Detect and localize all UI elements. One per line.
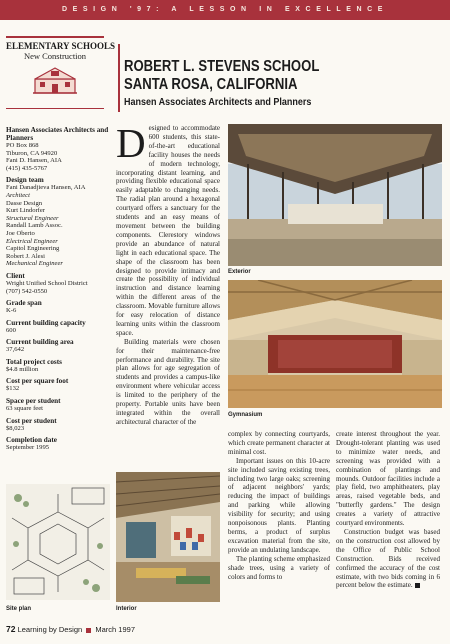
section-subtitle: New Construction bbox=[23, 51, 87, 61]
credit-group bbox=[6, 299, 112, 315]
title-line-1: ROBERT L. STEVENS SCHOOL bbox=[124, 58, 320, 75]
credit-line: Tiburon, CA 94920 bbox=[6, 149, 58, 157]
credit-line: Kurt Lindorfer bbox=[6, 207, 45, 215]
credit-line: Randall Lamb Assoc. bbox=[6, 222, 63, 230]
credit-group bbox=[6, 272, 112, 295]
credit-line: $8,023 bbox=[6, 424, 25, 432]
credit-line: September 1995 bbox=[6, 444, 50, 452]
credit-role: Mechanical Engineer bbox=[6, 260, 63, 268]
credit-line: (415) 435-5767 bbox=[6, 164, 48, 172]
credit-heading: Space per student bbox=[6, 397, 61, 406]
section-title: ELEMENTARY SCHOOLS bbox=[6, 41, 115, 51]
credit-group bbox=[6, 436, 112, 452]
credit-heading: Client bbox=[6, 271, 25, 280]
credit-line: $132 bbox=[6, 385, 20, 393]
credit-heading: Design team bbox=[6, 176, 44, 185]
credit-line: PO Box 868 bbox=[6, 142, 39, 149]
credit-role: Electrical Engineer bbox=[6, 237, 58, 245]
paragraph: Building materials were chosen for their maintenance-free performance and durability. The site plan allows for age segregation of students and provides a campus-like environment where vehicular access is limited to the periphery of the property. Portable units have been integrated within the overall architectural character of the bbox=[116, 337, 220, 426]
paragraph: Important issues on this 10-acre site included saving existing trees, including two large oaks; screening of adjacent neighbors' yards; reducing the impact of buildings and parking while allowing visibility for security; and using nonpoisonous plants. Planting berms, a product of surplus excavation material from the site, provide an undulating landscape. bbox=[228, 456, 330, 554]
credit-heading: Total project costs bbox=[6, 357, 62, 366]
credit-line: Robert J. Alesi bbox=[6, 252, 46, 260]
school-building-icon bbox=[31, 65, 79, 95]
credit-heading: Current building capacity bbox=[6, 318, 86, 327]
credit-line: (707) 542-0550 bbox=[6, 287, 48, 295]
gymnasium-photo bbox=[228, 280, 442, 408]
credit-role: Architect bbox=[6, 191, 30, 199]
section-label bbox=[6, 36, 115, 109]
credit-group bbox=[6, 417, 112, 433]
credit-line: Joe Oberto bbox=[6, 229, 35, 237]
page-number: 72 bbox=[6, 624, 16, 634]
credit-group bbox=[6, 338, 112, 354]
article-column-3 bbox=[336, 430, 440, 590]
credit-line: 37,642 bbox=[6, 346, 25, 354]
issue-date: March 1997 bbox=[95, 625, 135, 634]
credit-line: 63 square feet bbox=[6, 405, 43, 413]
credit-line: K-6 bbox=[6, 307, 17, 315]
credit-group bbox=[6, 397, 112, 413]
credit-line: 600 bbox=[6, 326, 16, 334]
credit-group bbox=[6, 126, 112, 172]
credit-heading: Grade span bbox=[6, 299, 42, 308]
credit-line: $4.8 million bbox=[6, 365, 39, 373]
credit-heading: Cost per square foot bbox=[6, 377, 69, 386]
title-line-2: SANTA ROSA, CALIFORNIA bbox=[124, 76, 298, 93]
architect-firm: Hansen Associates Architects and Planners bbox=[124, 97, 312, 108]
article-column-2 bbox=[228, 430, 330, 581]
caption-site-plan: Site plan bbox=[6, 606, 32, 612]
caption-gymnasium: Gymnasium bbox=[228, 412, 263, 418]
credit-line: Dasse Design bbox=[6, 199, 43, 207]
credit-line: Fani D. Hansen, AIA bbox=[6, 157, 62, 165]
credit-heading: Cost per student bbox=[6, 416, 57, 425]
bullet-icon bbox=[86, 628, 91, 633]
credit-group bbox=[6, 358, 112, 374]
credit-group bbox=[6, 176, 112, 268]
credit-line: Wright Unified School District bbox=[6, 279, 88, 287]
publication-name: Learning by Design bbox=[17, 625, 83, 634]
caption-interior: Interior bbox=[116, 606, 137, 612]
site-plan-image bbox=[6, 484, 110, 600]
credit-heading: Current building area bbox=[6, 338, 74, 347]
end-mark-icon bbox=[415, 583, 420, 588]
credit-line: Fani Danadjieva Hansen, AIA bbox=[6, 184, 86, 192]
project-credits bbox=[6, 126, 112, 456]
article-column-1 bbox=[116, 120, 220, 427]
article-title bbox=[124, 58, 444, 110]
credit-line: Capitol Engineering bbox=[6, 245, 60, 253]
interior-photo bbox=[116, 472, 220, 602]
credit-role: Structural Engineer bbox=[6, 214, 59, 222]
exterior-photo bbox=[228, 124, 442, 266]
caption-exterior: Exterior bbox=[228, 269, 251, 275]
paragraph: Construction budget was based on the construction cost allowed by the Office of Public School Construction. Bids received confirmed the accuracy of the cost estimate, with two bids coming in 6 percent below the estimate. bbox=[336, 527, 440, 590]
credit-heading: Hansen Associates Architects and Planners bbox=[6, 126, 109, 142]
drop-cap: D bbox=[116, 120, 146, 166]
title-rule bbox=[118, 44, 120, 112]
page-footer bbox=[6, 624, 135, 634]
credit-heading: Completion date bbox=[6, 436, 57, 445]
paragraph: The planting scheme emphasized shade trees, using a variety of colors and forms to bbox=[228, 554, 330, 581]
paragraph: create interest throughout the year. Drought-tolerant planting was used to minimize water needs, and screening was provided with a combination of plantings and mounds. Outdoor facilities include a play field, two amphitheaters, play areas, raised vegetable beds, and "butterfly gardens." The design creates a variety of attractive courtyard environments. bbox=[336, 430, 440, 528]
credit-group bbox=[6, 319, 112, 335]
paragraph: esigned to accommodate 600 students, this state-of-the-art educational facility houses the needs of modern technology, incorporating distant learning, and providing flexible educational space easily adaptable to changing needs. The radial plan around a hexagonal courtyard offers a sanctuary for the students and an easy means of movement between the building components. Clerestory windows provide an abundance of natural light in each educational space. The shape of the classroom has been designed to provide intimacy and create the possibility of individual instruction and distance learning within the different areas of the classroom. Movable furniture allows for easy relocation of distance learning units within the classroom space. bbox=[116, 124, 220, 337]
credit-group bbox=[6, 377, 112, 393]
top-banner: DESIGN '97: A LESSON IN EXCELLENCE bbox=[0, 0, 450, 20]
paragraph: complex by connecting courtyards, which create permanent character at minimal cost. bbox=[228, 430, 330, 456]
